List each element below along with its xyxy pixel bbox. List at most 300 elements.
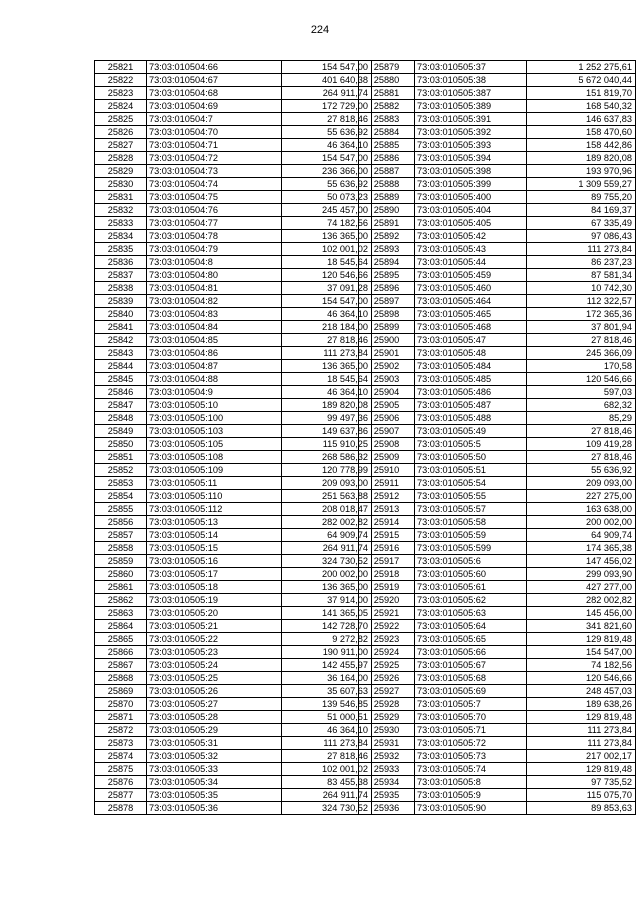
cadastral-number-cell: 73:03:010504:73 — [147, 165, 282, 178]
cadastral-number-cell: 73:03:010505:51 — [415, 464, 527, 477]
cadastral-number-cell: 73:03:010505:64 — [415, 620, 527, 633]
row-number-cell: 25892 — [359, 230, 415, 243]
value-cell: 111 273,84 — [527, 724, 636, 737]
row-number-cell: 25913 — [359, 503, 415, 516]
row-number-cell: 25838 — [95, 282, 147, 295]
value-cell: 193 970,96 — [527, 165, 636, 178]
table-row — [359, 555, 636, 568]
row-number-cell: 25858 — [95, 542, 147, 555]
table-row — [359, 87, 636, 100]
cadastral-number-cell: 73:03:010504:70 — [147, 126, 282, 139]
cadastral-number-cell: 73:03:010505:58 — [415, 516, 527, 529]
table-row — [359, 425, 636, 438]
row-number-cell: 25932 — [359, 750, 415, 763]
table-row — [359, 256, 636, 269]
value-cell: 55 636,92 — [282, 178, 372, 191]
value-cell: 55 636,92 — [527, 464, 636, 477]
row-number-cell: 25928 — [359, 698, 415, 711]
row-number-cell: 25854 — [95, 490, 147, 503]
row-number-cell: 25914 — [359, 516, 415, 529]
cadastral-number-cell: 73:03:010505:18 — [147, 581, 282, 594]
row-number-cell: 25840 — [95, 308, 147, 321]
value-cell: 264 911,74 — [282, 542, 372, 555]
cadastral-number-cell: 73:03:010505:21 — [147, 620, 282, 633]
cadastral-number-cell: 73:03:010505:50 — [415, 451, 527, 464]
row-number-cell: 25837 — [95, 269, 147, 282]
row-number-cell: 25867 — [95, 659, 147, 672]
row-number-cell: 25860 — [95, 568, 147, 581]
cadastral-number-cell: 73:03:010505:66 — [415, 646, 527, 659]
cadastral-number-cell: 73:03:010505:484 — [415, 360, 527, 373]
cadastral-number-cell: 73:03:010504:67 — [147, 74, 282, 87]
row-number-cell: 25869 — [95, 685, 147, 698]
row-number-cell: 25839 — [95, 295, 147, 308]
row-number-cell: 25833 — [95, 217, 147, 230]
table-row — [95, 529, 372, 542]
row-number-cell: 25824 — [95, 100, 147, 113]
value-cell: 120 778,99 — [282, 464, 372, 477]
cadastral-number-cell: 73:03:010505:404 — [415, 204, 527, 217]
row-number-cell: 25905 — [359, 399, 415, 412]
table-row — [359, 360, 636, 373]
row-number-cell: 25931 — [359, 737, 415, 750]
table-row — [359, 321, 636, 334]
row-number-cell: 25933 — [359, 763, 415, 776]
table-row — [95, 503, 372, 516]
row-number-cell: 25852 — [95, 464, 147, 477]
cadastral-number-cell: 73:03:010505:19 — [147, 594, 282, 607]
value-cell: 282 002,82 — [527, 594, 636, 607]
value-cell: 299 093,90 — [527, 568, 636, 581]
cadastral-number-cell: 73:03:010505:488 — [415, 412, 527, 425]
value-cell: 111 273,84 — [282, 347, 372, 360]
cadastral-number-cell: 73:03:010505:103 — [147, 425, 282, 438]
value-cell: 46 364,10 — [282, 308, 372, 321]
table-row — [95, 438, 372, 451]
value-cell: 27 818,46 — [282, 334, 372, 347]
value-cell: 264 911,74 — [282, 87, 372, 100]
table-row — [95, 74, 372, 87]
row-number-cell: 25897 — [359, 295, 415, 308]
row-number-cell: 25870 — [95, 698, 147, 711]
row-number-cell: 25924 — [359, 646, 415, 659]
table-row — [359, 594, 636, 607]
row-number-cell: 25835 — [95, 243, 147, 256]
table-row — [359, 802, 636, 815]
table-row — [95, 737, 372, 750]
cadastral-number-cell: 73:03:010505:459 — [415, 269, 527, 282]
value-cell: 282 002,82 — [282, 516, 372, 529]
value-cell: 146 637,83 — [527, 113, 636, 126]
table-row — [359, 61, 636, 74]
value-cell: 97 086,43 — [527, 230, 636, 243]
value-cell: 83 455,38 — [282, 776, 372, 789]
cadastral-number-cell: 73:03:010504:88 — [147, 373, 282, 386]
row-number-cell: 25889 — [359, 191, 415, 204]
row-number-cell: 25865 — [95, 633, 147, 646]
table-row — [359, 685, 636, 698]
table-row — [95, 126, 372, 139]
value-cell: 10 742,30 — [527, 282, 636, 295]
cadastral-number-cell: 73:03:010505:35 — [147, 789, 282, 802]
row-number-cell: 25911 — [359, 477, 415, 490]
value-cell: 112 322,57 — [527, 295, 636, 308]
table-row — [95, 243, 372, 256]
value-cell: 172 729,00 — [282, 100, 372, 113]
row-number-cell: 25921 — [359, 607, 415, 620]
row-number-cell: 25836 — [95, 256, 147, 269]
cadastral-number-cell: 73:03:010505:34 — [147, 776, 282, 789]
value-cell: 200 002,00 — [527, 516, 636, 529]
table-row — [359, 620, 636, 633]
cadastral-number-cell: 73:03:010505:8 — [415, 776, 527, 789]
value-cell: 86 237,23 — [527, 256, 636, 269]
table-row — [359, 490, 636, 503]
cadastral-number-cell: 73:03:010505:72 — [415, 737, 527, 750]
row-number-cell: 25822 — [95, 74, 147, 87]
value-cell: 147 456,02 — [527, 555, 636, 568]
value-cell: 36 164,00 — [282, 672, 372, 685]
table-row — [95, 360, 372, 373]
cadastral-number-cell: 73:03:010504:68 — [147, 87, 282, 100]
table-row — [359, 451, 636, 464]
cadastral-number-cell: 73:03:010504:83 — [147, 308, 282, 321]
cadastral-number-cell: 73:03:010505:47 — [415, 334, 527, 347]
table-row — [359, 334, 636, 347]
cadastral-number-cell: 73:03:010505:468 — [415, 321, 527, 334]
value-cell: 50 073,23 — [282, 191, 372, 204]
cadastral-number-cell: 73:03:010504:74 — [147, 178, 282, 191]
value-cell: 189 638,26 — [527, 698, 636, 711]
cadastral-number-cell: 73:03:010504:77 — [147, 217, 282, 230]
value-cell: 154 547,00 — [282, 152, 372, 165]
table-row — [359, 113, 636, 126]
row-number-cell: 25903 — [359, 373, 415, 386]
table-row — [359, 178, 636, 191]
table-row — [95, 139, 372, 152]
cadastral-number-cell: 73:03:010505:57 — [415, 503, 527, 516]
cadastral-number-cell: 73:03:010505:74 — [415, 763, 527, 776]
value-cell: 158 442,86 — [527, 139, 636, 152]
table-row — [95, 282, 372, 295]
table-row — [359, 438, 636, 451]
cadastral-number-cell: 73:03:010505:15 — [147, 542, 282, 555]
value-cell: 245 457,00 — [282, 204, 372, 217]
cadastral-number-cell: 73:03:010505:14 — [147, 529, 282, 542]
row-number-cell: 25834 — [95, 230, 147, 243]
table-row — [359, 464, 636, 477]
row-number-cell: 25920 — [359, 594, 415, 607]
value-cell: 154 547,00 — [527, 646, 636, 659]
table-row — [359, 568, 636, 581]
row-number-cell: 25910 — [359, 464, 415, 477]
cadastral-number-cell: 73:03:010504:78 — [147, 230, 282, 243]
row-number-cell: 25878 — [95, 802, 147, 815]
cadastral-number-cell: 73:03:010505:38 — [415, 74, 527, 87]
value-cell: 136 365,00 — [282, 581, 372, 594]
table-row — [95, 165, 372, 178]
value-cell: 268 586,32 — [282, 451, 372, 464]
row-number-cell: 25864 — [95, 620, 147, 633]
row-number-cell: 25907 — [359, 425, 415, 438]
cadastral-number-cell: 73:03:010504:87 — [147, 360, 282, 373]
table-row — [95, 451, 372, 464]
table-row — [95, 568, 372, 581]
table-row — [95, 425, 372, 438]
value-cell: 120 546,66 — [282, 269, 372, 282]
table-row — [359, 724, 636, 737]
value-cell: 89 755,20 — [527, 191, 636, 204]
row-number-cell: 25857 — [95, 529, 147, 542]
table-row — [359, 776, 636, 789]
cadastral-number-cell: 73:03:010505:49 — [415, 425, 527, 438]
table-row — [359, 581, 636, 594]
row-number-cell: 25846 — [95, 386, 147, 399]
value-cell: 120 546,66 — [527, 373, 636, 386]
row-number-cell: 25875 — [95, 763, 147, 776]
table-row — [95, 321, 372, 334]
cadastral-number-cell: 73:03:010505:110 — [147, 490, 282, 503]
value-cell: 27 818,46 — [527, 425, 636, 438]
value-cell: 208 018,47 — [282, 503, 372, 516]
row-number-cell: 25884 — [359, 126, 415, 139]
row-number-cell: 25925 — [359, 659, 415, 672]
row-number-cell: 25876 — [95, 776, 147, 789]
cadastral-number-cell: 73:03:010505:7 — [415, 698, 527, 711]
value-cell: 85,29 — [527, 412, 636, 425]
row-number-cell: 25825 — [95, 113, 147, 126]
row-number-cell: 25821 — [95, 61, 147, 74]
table-row — [95, 204, 372, 217]
row-number-cell: 25872 — [95, 724, 147, 737]
row-number-cell: 25916 — [359, 542, 415, 555]
row-number-cell: 25904 — [359, 386, 415, 399]
cadastral-number-cell: 73:03:010505:27 — [147, 698, 282, 711]
value-cell: 136 365,00 — [282, 360, 372, 373]
row-number-cell: 25844 — [95, 360, 147, 373]
table-row — [359, 633, 636, 646]
table-row — [95, 685, 372, 698]
row-number-cell: 25879 — [359, 61, 415, 74]
cadastral-number-cell: 73:03:010505:63 — [415, 607, 527, 620]
table-row — [359, 308, 636, 321]
value-cell: 209 093,00 — [282, 477, 372, 490]
cadastral-number-cell: 73:03:010504:80 — [147, 269, 282, 282]
cadastral-number-cell: 73:03:010504:76 — [147, 204, 282, 217]
value-cell: 18 545,64 — [282, 373, 372, 386]
table-row — [95, 490, 372, 503]
value-cell: 170,58 — [527, 360, 636, 373]
cadastral-number-cell: 73:03:010505:42 — [415, 230, 527, 243]
cadastral-number-cell: 73:03:010505:37 — [415, 61, 527, 74]
cadastral-number-cell: 73:03:010505:11 — [147, 477, 282, 490]
row-number-cell: 25861 — [95, 581, 147, 594]
table-row — [95, 620, 372, 633]
value-cell: 35 607,63 — [282, 685, 372, 698]
value-cell: 324 730,52 — [282, 555, 372, 568]
row-number-cell: 25877 — [95, 789, 147, 802]
cadastral-number-cell: 73:03:010505:20 — [147, 607, 282, 620]
cadastral-number-cell: 73:03:010505:10 — [147, 399, 282, 412]
value-cell: 18 545,64 — [282, 256, 372, 269]
value-cell: 341 821,60 — [527, 620, 636, 633]
value-cell: 115 910,25 — [282, 438, 372, 451]
row-number-cell: 25849 — [95, 425, 147, 438]
value-cell: 248 457,03 — [527, 685, 636, 698]
cadastral-number-cell: 73:03:010505:464 — [415, 295, 527, 308]
table-row — [95, 334, 372, 347]
cadastral-number-cell: 73:03:010504:85 — [147, 334, 282, 347]
table-row — [95, 269, 372, 282]
cadastral-number-cell: 73:03:010505:393 — [415, 139, 527, 152]
table-row — [95, 464, 372, 477]
row-number-cell: 25863 — [95, 607, 147, 620]
table-row — [95, 100, 372, 113]
value-cell: 111 273,84 — [527, 243, 636, 256]
value-cell: 236 366,00 — [282, 165, 372, 178]
row-number-cell: 25929 — [359, 711, 415, 724]
value-cell: 142 455,97 — [282, 659, 372, 672]
row-number-cell: 25868 — [95, 672, 147, 685]
value-cell: 172 365,36 — [527, 308, 636, 321]
cadastral-number-cell: 73:03:010505:43 — [415, 243, 527, 256]
row-number-cell: 25898 — [359, 308, 415, 321]
table-row — [95, 347, 372, 360]
row-number-cell: 25882 — [359, 100, 415, 113]
value-cell: 46 364,10 — [282, 139, 372, 152]
cadastral-number-cell: 73:03:010504:69 — [147, 100, 282, 113]
table-row — [95, 308, 372, 321]
table-row — [359, 269, 636, 282]
row-number-cell: 25901 — [359, 347, 415, 360]
cadastral-number-cell: 73:03:010505:22 — [147, 633, 282, 646]
value-cell: 27 818,46 — [527, 451, 636, 464]
table-row — [359, 607, 636, 620]
row-number-cell: 25883 — [359, 113, 415, 126]
value-cell: 129 819,48 — [527, 763, 636, 776]
table-row — [359, 282, 636, 295]
cadastral-number-cell: 73:03:010504:82 — [147, 295, 282, 308]
cadastral-number-cell: 73:03:010504:9 — [147, 386, 282, 399]
row-number-cell: 25918 — [359, 568, 415, 581]
value-cell: 189 820,08 — [282, 399, 372, 412]
value-cell: 27 818,46 — [282, 113, 372, 126]
value-cell: 427 277,00 — [527, 581, 636, 594]
row-number-cell: 25891 — [359, 217, 415, 230]
value-cell: 120 546,66 — [527, 672, 636, 685]
value-cell: 217 002,17 — [527, 750, 636, 763]
table-row — [95, 581, 372, 594]
value-cell: 74 182,56 — [282, 217, 372, 230]
cadastral-number-cell: 73:03:010505:486 — [415, 386, 527, 399]
table-row — [359, 204, 636, 217]
table-row — [359, 672, 636, 685]
value-cell: 27 818,46 — [527, 334, 636, 347]
value-cell: 154 547,00 — [282, 295, 372, 308]
table-row — [359, 139, 636, 152]
cadastral-number-cell: 73:03:010505:68 — [415, 672, 527, 685]
row-number-cell: 25885 — [359, 139, 415, 152]
cadastral-number-cell: 73:03:010505:392 — [415, 126, 527, 139]
value-cell: 64 909,74 — [527, 529, 636, 542]
row-number-cell: 25843 — [95, 347, 147, 360]
value-cell: 218 184,00 — [282, 321, 372, 334]
row-number-cell: 25922 — [359, 620, 415, 633]
cadastral-number-cell: 73:03:010504:7 — [147, 113, 282, 126]
row-number-cell: 25853 — [95, 477, 147, 490]
row-number-cell: 25919 — [359, 581, 415, 594]
value-cell: 129 819,48 — [527, 711, 636, 724]
row-number-cell: 25866 — [95, 646, 147, 659]
row-number-cell: 25823 — [95, 87, 147, 100]
cadastral-number-cell: 73:03:010505:60 — [415, 568, 527, 581]
cadastral-number-cell: 73:03:010505:394 — [415, 152, 527, 165]
table-row — [95, 373, 372, 386]
row-number-cell: 25934 — [359, 776, 415, 789]
cadastral-number-cell: 73:03:010504:8 — [147, 256, 282, 269]
table-row — [95, 555, 372, 568]
value-cell: 67 335,49 — [527, 217, 636, 230]
value-cell: 189 820,08 — [527, 152, 636, 165]
table-row — [359, 126, 636, 139]
cadastral-number-cell: 73:03:010505:13 — [147, 516, 282, 529]
table-row — [359, 191, 636, 204]
value-cell: 99 497,36 — [282, 412, 372, 425]
value-cell: 154 547,00 — [282, 61, 372, 74]
table-row — [95, 113, 372, 126]
table-row — [95, 802, 372, 815]
table-row — [95, 256, 372, 269]
cadastral-number-cell: 73:03:010504:72 — [147, 152, 282, 165]
cadastral-number-cell: 73:03:010505:69 — [415, 685, 527, 698]
value-cell: 151 819,70 — [527, 87, 636, 100]
cadastral-number-cell: 73:03:010504:79 — [147, 243, 282, 256]
page-number: 224 — [310, 24, 330, 36]
row-number-cell: 25902 — [359, 360, 415, 373]
row-number-cell: 25893 — [359, 243, 415, 256]
value-cell: 200 002,00 — [282, 568, 372, 581]
row-number-cell: 25855 — [95, 503, 147, 516]
row-number-cell: 25845 — [95, 373, 147, 386]
cadastral-number-cell: 73:03:010504:71 — [147, 139, 282, 152]
row-number-cell: 25899 — [359, 321, 415, 334]
table-row — [359, 529, 636, 542]
row-number-cell: 25926 — [359, 672, 415, 685]
table-row — [95, 698, 372, 711]
cadastral-number-cell: 73:03:010505:55 — [415, 490, 527, 503]
value-cell: 37 801,94 — [527, 321, 636, 334]
row-number-cell: 25900 — [359, 334, 415, 347]
table-row — [359, 737, 636, 750]
row-number-cell: 25888 — [359, 178, 415, 191]
row-number-cell: 25880 — [359, 74, 415, 87]
value-cell: 37 091,28 — [282, 282, 372, 295]
value-cell: 46 364,10 — [282, 386, 372, 399]
row-number-cell: 25906 — [359, 412, 415, 425]
value-cell: 251 563,88 — [282, 490, 372, 503]
value-cell: 74 182,56 — [527, 659, 636, 672]
table-row — [359, 399, 636, 412]
table-row — [95, 61, 372, 74]
cadastral-number-cell: 73:03:010505:71 — [415, 724, 527, 737]
table-row — [359, 789, 636, 802]
row-number-cell: 25847 — [95, 399, 147, 412]
cadastral-number-cell: 73:03:010505:485 — [415, 373, 527, 386]
table-row — [359, 165, 636, 178]
table-row — [95, 607, 372, 620]
cadastral-number-cell: 73:03:010505:460 — [415, 282, 527, 295]
row-number-cell: 25832 — [95, 204, 147, 217]
